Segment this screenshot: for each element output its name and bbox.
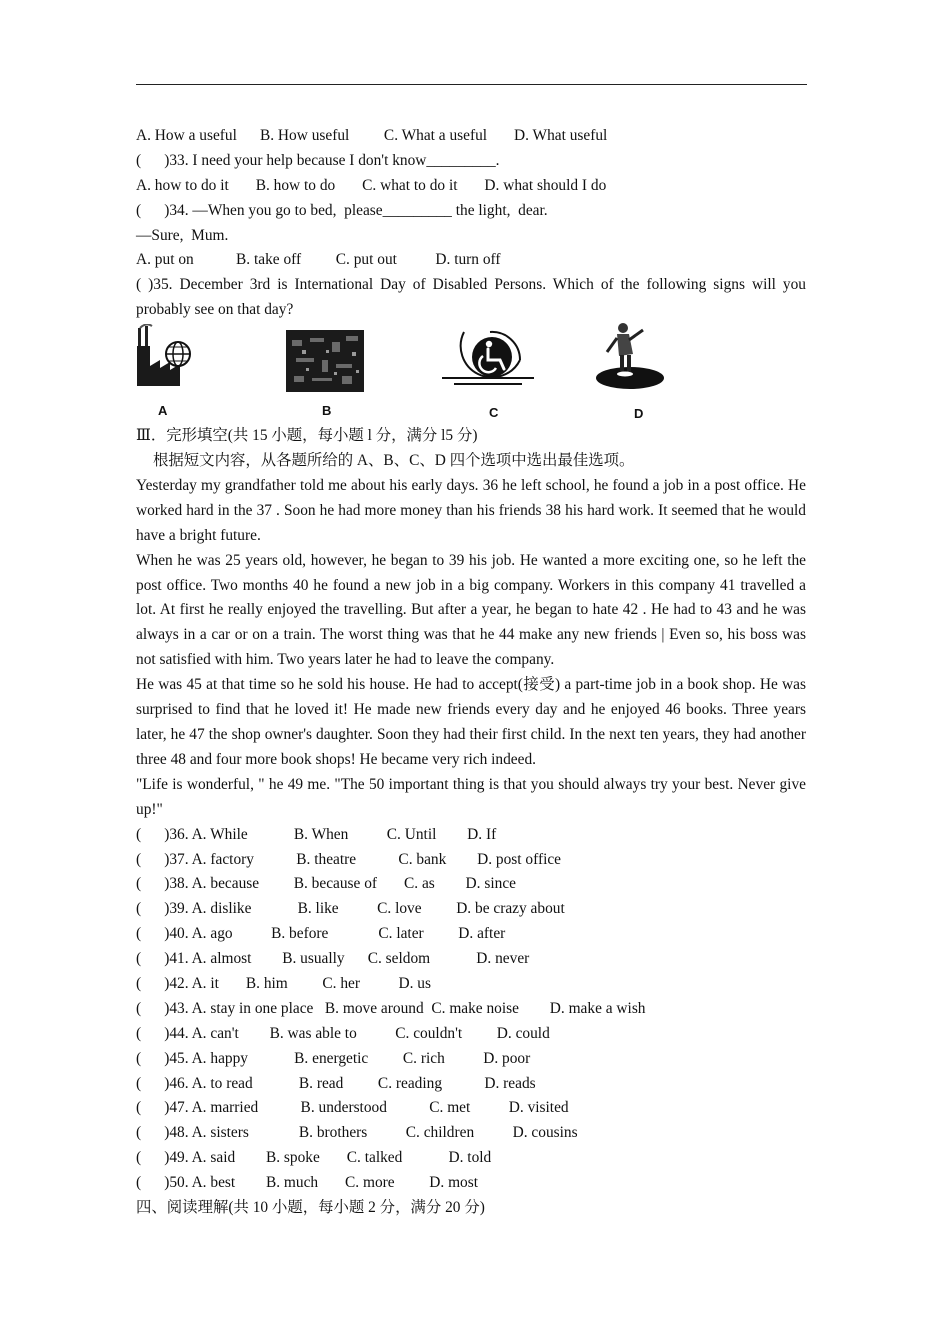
question-row: ( )50. A. best B. much C. more D. most <box>136 1174 478 1192</box>
q35-signs <box>136 324 806 424</box>
q32-options: A. How a useful B. How useful C. What a useful D. What useful <box>136 127 608 144</box>
question-row: ( )41. A. almost B. usually C. seldom D. never <box>136 950 530 968</box>
section3-instruction: 根据短文内容，从各题所给的 A、B、C、D 四个选项中选出最佳选项。 <box>153 452 635 470</box>
passage-paragraph: He was 45 at that time so he sold his house. He had to accept(接受) a part-time job in a book shop. He was surprised to find that he loved it! He made new friends every day and he enjoyed 46 books. Three years later, he 47 the shop owner's daughter. Soon they had their first child. In the next ten years, they had another three 48 and four more book shops! He became very rich indeed. <box>136 676 806 768</box>
q34-reply: —Sure, Mum. <box>136 226 229 244</box>
question-row: ( )38. A. because B. because of C. as D. since <box>136 875 516 893</box>
q33-stem: ( )33. I need your help because I don't know_________. <box>136 151 500 169</box>
sign-b-dark-pattern-icon <box>286 330 364 392</box>
question-row: ( )44. A. can't B. was able to C. couldn't D. could <box>136 1024 550 1042</box>
question-row: ( )43. A. stay in one place B. move around C. make noise D. make a wish <box>136 999 646 1017</box>
q35-stem: ( )35. December 3rd is International Day of Disabled Persons. Which of the following signs will you probably see on that day? <box>136 276 806 319</box>
question-row: ( )47. A. married B. understood C. met D. visited <box>136 1099 569 1117</box>
question-row: ( )36. A. While B. When C. Until D. If <box>136 825 497 843</box>
sign-a-label: A <box>158 403 168 419</box>
exam-page <box>136 124 806 1221</box>
question-row: ( )39. A. dislike B. like C. love D. be crazy about <box>136 900 565 918</box>
section4-heading: 四、阅读理解(共 10 小题，每小题 2 分，满分 20 分) <box>136 1198 485 1216</box>
sign-b-label: B <box>322 403 332 419</box>
question-row: ( )40. A. ago B. before C. later D. after <box>136 925 506 943</box>
sign-a-factory-globe-icon <box>136 324 196 394</box>
sign-d-person-figure-icon <box>593 322 669 394</box>
passage-paragraph: Yesterday my grandfather told me about his early days. 36 he left school, he found a job in a post office. He worked hard in the 37 . Soon he had more money than his friends 38 his hard work. It seemed that he would have a bright future. <box>136 476 806 544</box>
question-row: ( )37. A. factory B. theatre C. bank D. post office <box>136 850 562 868</box>
q33-options: A. how to do it B. how to do C. what to do it D. what should I do <box>136 176 607 194</box>
q34-options: A. put on B. take off C. put out D. turn off <box>136 251 501 269</box>
question-row: ( )46. A. to read B. read C. reading D. reads <box>136 1074 536 1092</box>
sign-c-wheelchair-icon <box>440 324 536 392</box>
question-row: ( )42. A. it B. him C. her D. us <box>136 974 431 992</box>
sign-d-label: D <box>634 406 644 422</box>
passage-paragraph: "Life is wonderful, " he 49 me. "The 50 important thing is that you should always try your best. Never give up!" <box>136 775 806 818</box>
header-rule <box>136 84 807 85</box>
q34-stem: ( )34. —When you go to bed, please_________ the light, dear. <box>136 201 548 219</box>
question-row: ( )49. A. said B. spoke C. talked D. told <box>136 1149 492 1167</box>
passage-paragraph: When he was 25 years old, however, he began to 39 his job. He wanted a more exciting one, so he left the post office. Two months 40 he found a new job in a big company. Workers in this company 41 travelled a lot. At first he really enjoyed the travelling. But after a year, he began to hate 42 . He had to 43 and he was always in a car or on a train. The worst thing was that he 44 make any new friends | Even so, his boss was not satisfied with him. Two years later he had to leave the company. <box>136 551 806 669</box>
sign-c-label: C <box>489 405 499 421</box>
question-row: ( )48. A. sisters B. brothers C. children D. cousins <box>136 1124 578 1142</box>
question-row: ( )45. A. happy B. energetic C. rich D. poor <box>136 1049 531 1067</box>
section3-heading: Ⅲ．完形填空(共 15 小题，每小题 l 分，满分 l5 分) <box>136 427 478 445</box>
